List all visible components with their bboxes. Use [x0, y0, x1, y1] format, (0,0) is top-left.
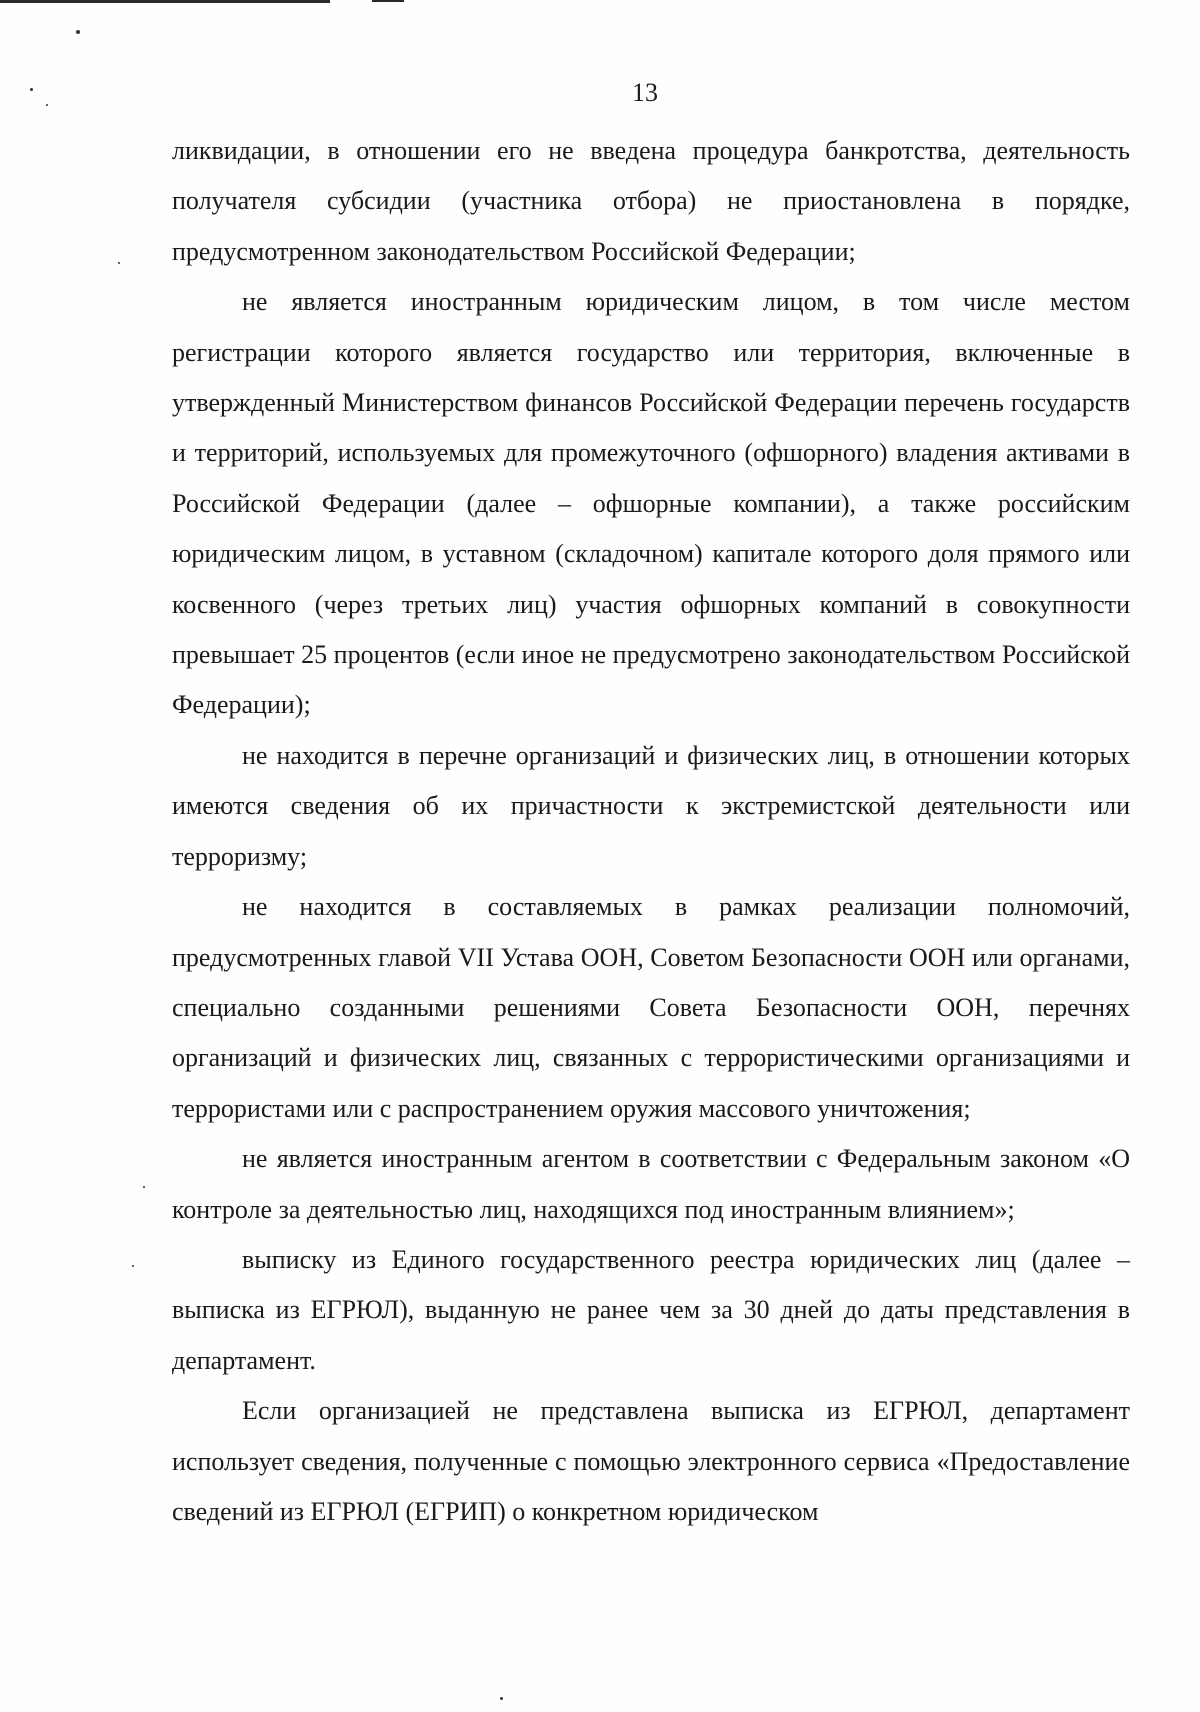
scan-speck — [132, 1265, 134, 1267]
paragraph-not-foreign-agent: не является иностранным агентом в соответствии с Федеральным законом «О контроле за деятельностью лиц, находящихся под иностранным влиянием»; — [172, 1144, 1130, 1224]
scan-speck — [118, 262, 120, 264]
paragraph-egrul-extract: выписку из Единого государственного реестра юридических лиц (далее – выписка из ЕГРЮЛ), выданную не ранее чем за 30 дней до даты представления в департамент. — [172, 1244, 1130, 1375]
scan-speck — [143, 1186, 145, 1188]
paragraph-egrul-service: Если организацией не представлена выписка из ЕГРЮЛ, департамент использует сведения, полученные с помощью электронного сервиса «Предоставление сведений из ЕГРЮЛ (ЕГРИП) о конкретном юридическом — [172, 1396, 1130, 1526]
page-number: 13 — [632, 78, 658, 107]
scan-speck — [500, 1697, 503, 1700]
scan-edge-line — [0, 0, 330, 3]
scan-speck — [76, 30, 80, 34]
document-body — [172, 126, 1130, 1537]
paragraph-not-extremist-list: не находится в перечне организаций и физических лиц, в отношении которых имеются сведения об их причастности к экстремистской деятельности или терроризму; — [172, 740, 1130, 871]
paragraph-not-un-sanctions-list: не находится в составляемых в рамках реализации полномочий, предусмотренных главой VII Устава ООН, Советом Безопасности ООН или органами, специально созданными решениями Совета Безопасности ООН, перечнях организаций и физических лиц, связанных с террористическими организациями и террористами или с распространением оружия массового уничтожения; — [172, 892, 1130, 1123]
paragraph-not-foreign-entity: не является иностранным юридическим лицом, в том числе местом регистрации которого является государство или территория, включенные в утвержденный Министерством финансов Российской Федерации перечень государств и территорий, используемых для промежуточного (офшорного) владения активами в Российской Федерации (далее – офшорные компании), а также российским юридическим лицом, в уставном (складочном) капитале которого доля прямого или косвенного (через третьих лиц) участия офшорных компаний в совокупности превышает 25 процентов (если иное не предусмотрено законодательством Российской Федерации); — [172, 287, 1130, 720]
paragraph-liquidation-continuation: ликвидации, в отношении его не введена процедура банкротства, деятельность получателя субсидии (участника отбора) не приостановлена в порядке, предусмотренном законодательством Российской Федерации; — [172, 136, 1130, 266]
scan-edge-line — [372, 0, 404, 2]
